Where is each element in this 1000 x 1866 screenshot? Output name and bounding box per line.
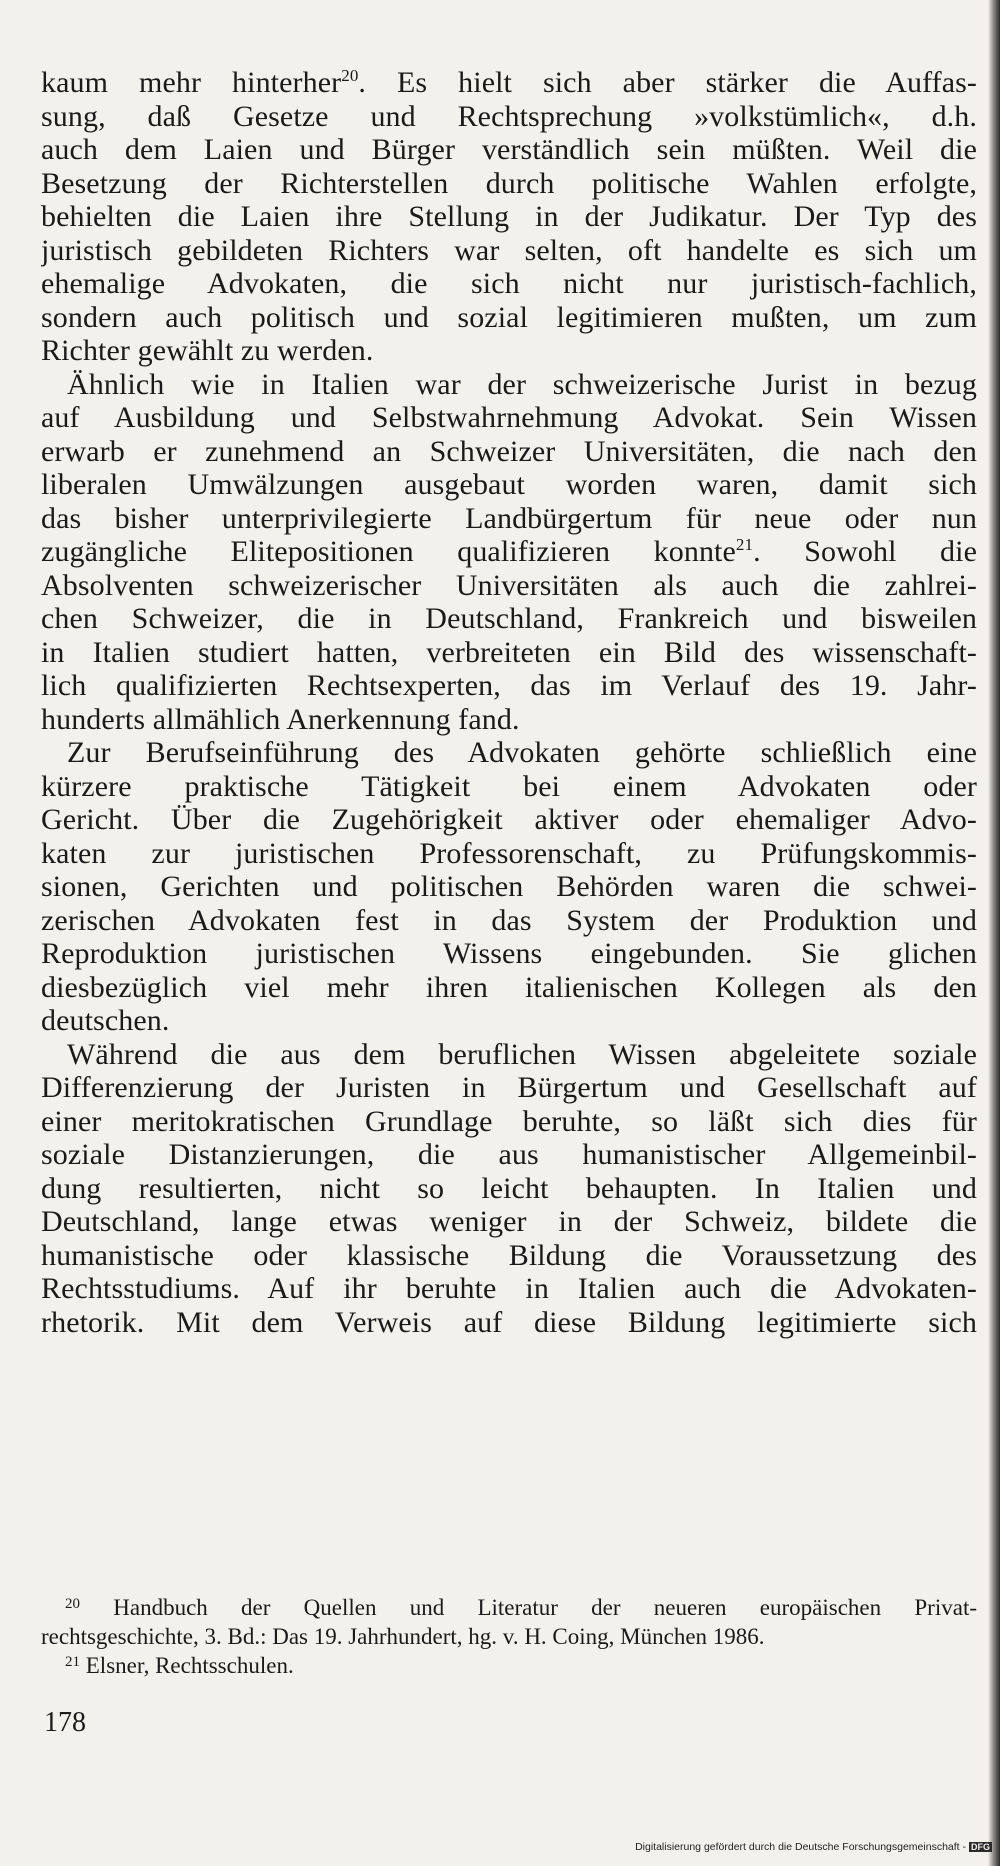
line-text: juristisch gebildeten Richters war selten, oft handelte es sich um bbox=[41, 233, 977, 267]
footnote-text: Elsner, Rechtsschulen. bbox=[85, 1653, 294, 1678]
footnote-number: 21 bbox=[65, 1654, 80, 1670]
line-text: dung resultierten, nicht so leicht behaupten. In Italien und bbox=[41, 1171, 977, 1205]
text-line bbox=[41, 1004, 977, 1038]
text-line bbox=[41, 1306, 977, 1340]
line-text: Gericht. Über die Zugehörigkeit aktiver oder ehemaliger Advo- bbox=[41, 803, 977, 836]
digitization-credit bbox=[635, 1841, 992, 1853]
dfg-logo: DFG bbox=[971, 1842, 990, 1852]
line-text: humanistische oder klassische Bildung die Voraussetzung des bbox=[41, 1238, 977, 1272]
text-line bbox=[41, 1172, 977, 1206]
line-text: das bisher unterprivilegierte Landbürgertum für neue oder nun bbox=[41, 501, 977, 535]
text-line bbox=[41, 971, 977, 1005]
footnote-text: Handbuch der Quellen und Literatur der neueren europäischen Privat- bbox=[113, 1595, 977, 1620]
text-line bbox=[41, 200, 977, 234]
line-text: Differenzierung der Juristen in Bürgertum und Gesellschaft auf bbox=[41, 1071, 977, 1104]
line-text: auf Ausbildung und Selbstwahrnehmung Advokat. Sein Wissen bbox=[41, 401, 977, 434]
footnote-marker: 21 bbox=[735, 535, 754, 554]
body-text bbox=[41, 66, 977, 1339]
line-text: einer meritokratischen Grundlage beruhte, so läßt sich dies für bbox=[41, 1104, 977, 1138]
line-text: kürzere praktische Tätigkeit bei einem Advokaten oder bbox=[41, 769, 977, 803]
footnotes bbox=[41, 1593, 977, 1680]
line-text: Rechtsstudiums. Auf ihr beruhte in Italien auch die Advokaten- bbox=[41, 1272, 977, 1305]
text-line bbox=[41, 66, 977, 100]
text-line bbox=[41, 435, 977, 469]
line-text: liberalen Umwälzungen ausgebaut worden waren, damit sich bbox=[41, 468, 977, 501]
footnote-text: rechtsgeschichte, 3. Bd.: Das 19. Jahrhundert, hg. v. H. Coing, München 1986. bbox=[41, 1624, 765, 1649]
text-line bbox=[41, 502, 977, 536]
line-text: diesbezüglich viel mehr ihren italienischen Kollegen als den bbox=[41, 970, 977, 1004]
text-line bbox=[41, 904, 977, 938]
text-line bbox=[41, 770, 977, 804]
line-text: zerischen Advokaten fest in das System der Produktion und bbox=[41, 903, 977, 937]
text-line bbox=[41, 1105, 977, 1139]
text-line bbox=[41, 569, 977, 603]
line-text: auch dem Laien und Bürger verständlich sein müßten. Weil die bbox=[41, 133, 977, 166]
text-line bbox=[41, 401, 977, 435]
line-text: Richter gewählt zu werden. bbox=[41, 334, 374, 367]
page-edge-shadow bbox=[988, 0, 1000, 1866]
footnote-line bbox=[41, 1593, 977, 1622]
text-line bbox=[41, 167, 977, 201]
text-line bbox=[41, 1239, 977, 1273]
line-text: Deutschland, lange etwas weniger in der Schweiz, bildete die bbox=[41, 1205, 977, 1238]
line-text-rest: . Sowohl die bbox=[753, 535, 977, 568]
footnote-number: 20 bbox=[65, 1596, 80, 1612]
line-text: Besetzung der Richterstellen durch politische Wahlen erfolgte, bbox=[41, 166, 977, 200]
text-line bbox=[41, 636, 977, 670]
line-text: erwarb er zunehmend an Schweizer Universitäten, die nach den bbox=[41, 434, 977, 468]
line-text: chen Schweizer, die in Deutschland, Frankreich und bisweilen bbox=[41, 602, 977, 635]
line-text: hunderts allmählich Anerkennung fand. bbox=[41, 702, 520, 736]
text-line bbox=[41, 100, 977, 134]
line-text: Ähnlich wie in Italien war der schweizerische Jurist in bezug bbox=[67, 367, 977, 401]
line-text: Zur Berufseinführung des Advokaten gehörte schließlich eine bbox=[67, 736, 977, 769]
line-text: kaum mehr hinterher bbox=[41, 66, 342, 99]
text-line bbox=[41, 736, 977, 770]
line-text: Während die aus dem beruflichen Wissen abgeleitete soziale bbox=[67, 1037, 977, 1071]
text-line bbox=[41, 368, 977, 402]
text-line bbox=[41, 937, 977, 971]
text-line bbox=[41, 1071, 977, 1105]
footnote-line bbox=[41, 1651, 977, 1680]
text-line bbox=[41, 703, 977, 737]
line-text: ehemalige Advokaten, die sich nicht nur juristisch-fachlich, bbox=[41, 267, 977, 300]
text-line bbox=[41, 334, 977, 368]
line-text: Reproduktion juristischen Wissens eingebunden. Sie glichen bbox=[41, 937, 977, 970]
line-text: rhetorik. Mit dem Verweis auf diese Bildung legitimierte sich bbox=[41, 1305, 977, 1339]
text-line bbox=[41, 669, 977, 703]
credit-text: Digitalisierung gefördert durch die Deutsche Forschungsgemeinschaft - bbox=[635, 1841, 966, 1853]
text-line bbox=[41, 870, 977, 904]
line-text: sung, daß Gesetze und Rechtsprechung »volkstümlich«, d.h. bbox=[41, 99, 977, 133]
text-line bbox=[41, 1138, 977, 1172]
line-text: sionen, Gerichten und politischen Behörden waren die schwei- bbox=[41, 870, 977, 903]
text-line bbox=[41, 1205, 977, 1239]
text-line bbox=[41, 535, 977, 569]
text-line bbox=[41, 803, 977, 837]
line-text: zugängliche Elitepositionen qualifizieren konnte bbox=[41, 535, 736, 568]
text-line bbox=[41, 602, 977, 636]
line-text: deutschen. bbox=[41, 1004, 170, 1037]
line-text: Absolventen schweizerischer Universitäten als auch die zahlrei- bbox=[41, 568, 977, 602]
line-text: behielten die Laien ihre Stellung in der Judikatur. Der Typ des bbox=[41, 200, 977, 233]
text-line bbox=[41, 468, 977, 502]
line-text: katen zur juristischen Professorenschaft, zu Prüfungskommis- bbox=[41, 836, 977, 870]
text-line bbox=[41, 267, 977, 301]
text-line bbox=[41, 234, 977, 268]
line-text: sondern auch politisch und sozial legitimieren mußten, um zum bbox=[41, 300, 977, 334]
footnote-marker: 20 bbox=[341, 66, 359, 85]
line-text-rest: . Es hielt sich aber stärker die Auffas- bbox=[358, 66, 977, 99]
text-line bbox=[41, 1038, 977, 1072]
text-line bbox=[41, 837, 977, 871]
text-line bbox=[41, 301, 977, 335]
text-line bbox=[41, 1272, 977, 1306]
line-text: lich qualifizierten Rechtsexperten, das im Verlauf des 19. Jahr- bbox=[41, 669, 977, 702]
footnote-line bbox=[41, 1622, 977, 1651]
text-line bbox=[41, 133, 977, 167]
line-text: in Italien studiert hatten, verbreiteten ein Bild des wissenschaft- bbox=[41, 635, 977, 669]
page-number: 178 bbox=[44, 1707, 86, 1738]
line-text: soziale Distanzierungen, die aus humanistischer Allgemeinbil- bbox=[41, 1138, 977, 1171]
